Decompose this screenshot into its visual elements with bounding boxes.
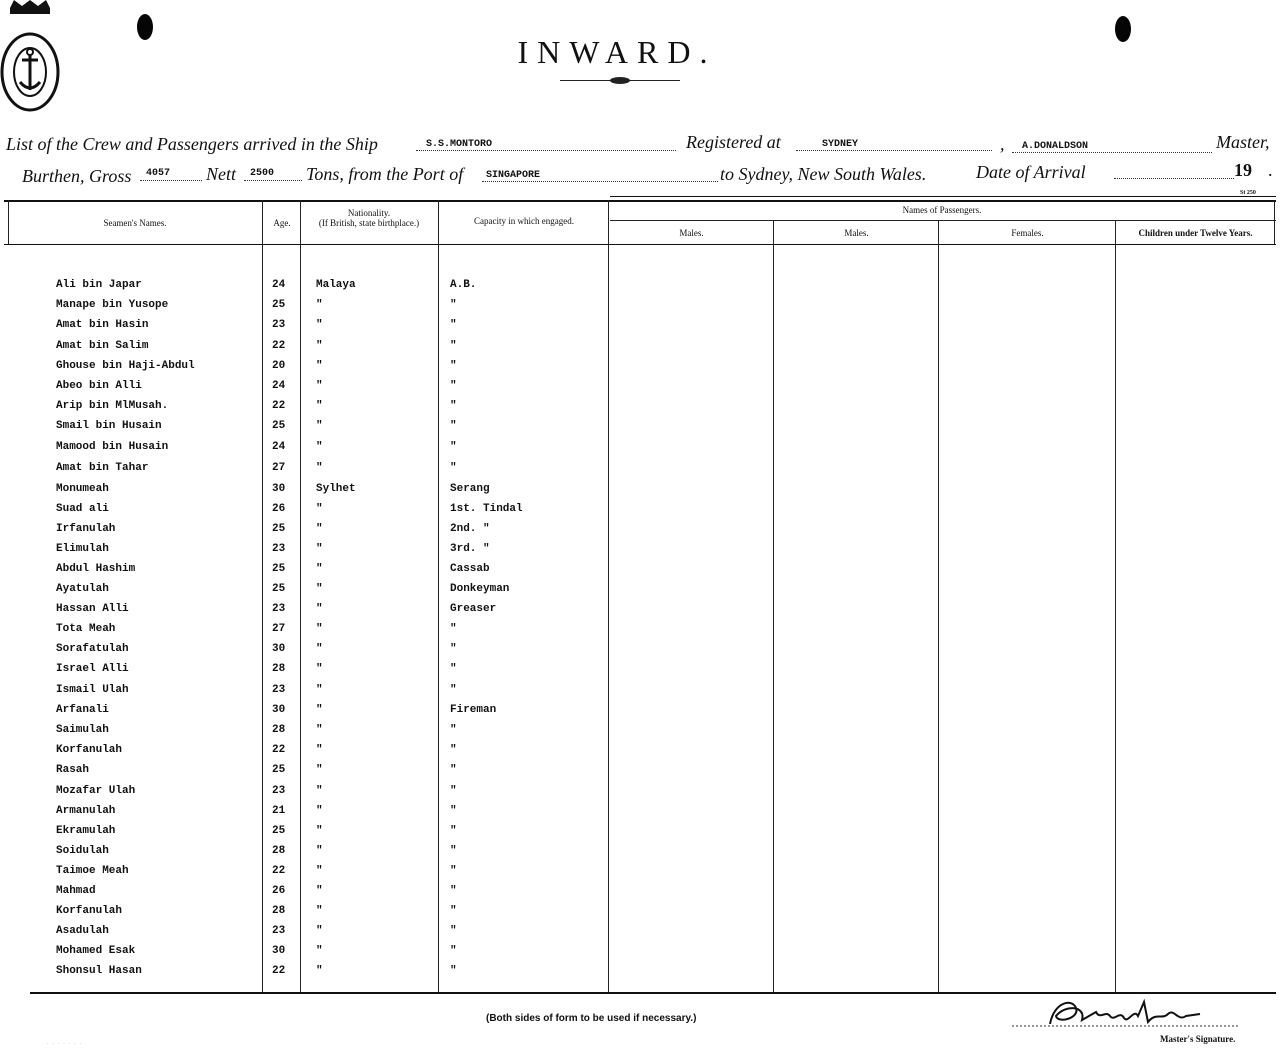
- col-border-capacity: [438, 200, 439, 992]
- from-port-dots: [482, 181, 718, 182]
- seaman-nationality: ": [316, 825, 323, 837]
- seaman-name: Irfanulah: [56, 523, 116, 535]
- seaman-capacity: ": [450, 865, 457, 877]
- seaman-age: 23: [272, 319, 286, 331]
- col-header-capacity: Capacity in which engaged.: [474, 216, 574, 226]
- seaman-name: Sorafatulah: [56, 643, 129, 655]
- seaman-name: Manape bin Yusope: [56, 299, 169, 311]
- seaman-nationality: ": [316, 603, 323, 615]
- seaman-age: 23: [272, 543, 286, 555]
- seaman-capacity: ": [450, 663, 457, 675]
- footer-note: (Both sides of form to be used if necessary.): [486, 1013, 697, 1024]
- seaman-nationality: ": [316, 704, 323, 716]
- seaman-nationality: ": [316, 623, 323, 635]
- seaman-age: 25: [272, 825, 286, 837]
- header-bottom-rule: [4, 244, 1276, 245]
- seaman-nationality: ": [316, 441, 323, 453]
- col-header-names: Seamen's Names.: [103, 218, 167, 228]
- col-header-males-2: Males.: [844, 228, 869, 238]
- seaman-name: Mahmad: [56, 885, 96, 897]
- page-title: INWARD.: [517, 34, 717, 70]
- seaman-capacity: ": [450, 400, 457, 412]
- seaman-age: 24: [272, 441, 286, 453]
- master-dots: [1012, 152, 1212, 153]
- ship-name: S.S.MONTORO: [426, 139, 493, 150]
- seaman-capacity: ": [450, 462, 457, 474]
- seaman-age: 25: [272, 523, 286, 535]
- seaman-name: Mozafar Ulah: [56, 785, 136, 797]
- seaman-nationality: ": [316, 885, 323, 897]
- seaman-age: 23: [272, 603, 286, 615]
- seaman-name: Korfanulah: [56, 744, 123, 756]
- seaman-nationality: Sylhet: [316, 483, 356, 495]
- seaman-capacity: Fireman: [450, 704, 497, 716]
- seaman-age: 30: [272, 704, 286, 716]
- gross-dots: [140, 180, 202, 181]
- seaman-capacity: ": [450, 724, 457, 736]
- seaman-name: Ismail Ulah: [56, 684, 129, 696]
- col-border-males2: [773, 220, 774, 992]
- seaman-name: Amat bin Hasin: [56, 319, 149, 331]
- title-ornament: [610, 77, 630, 84]
- arrival-label: Date of Arrival: [976, 162, 1086, 182]
- col-header-males-1: Males.: [679, 228, 704, 238]
- seaman-age: 30: [272, 643, 286, 655]
- seaman-name: Korfanulah: [56, 905, 123, 917]
- seaman-nationality: ": [316, 845, 323, 857]
- seaman-capacity: 1st. Tindal: [450, 503, 523, 515]
- burthen-label: Burthen, Gross: [22, 166, 132, 186]
- seaman-capacity: ": [450, 805, 457, 817]
- nett-tons: 2500: [250, 168, 275, 179]
- seaman-nationality: ": [316, 643, 323, 655]
- seaman-capacity: ": [450, 319, 457, 331]
- seaman-age: 24: [272, 380, 286, 392]
- col-header-age: Age.: [273, 218, 291, 228]
- seaman-name: Amat bin Salim: [56, 340, 149, 352]
- seaman-capacity: ": [450, 925, 457, 937]
- seaman-capacity: ": [450, 945, 457, 957]
- seaman-nationality: ": [316, 785, 323, 797]
- header-line1-label: List of the Crew and Passengers arrived in the Ship: [6, 134, 378, 154]
- seaman-capacity: ": [450, 885, 457, 897]
- col-header-females: Females.: [1011, 228, 1044, 238]
- seaman-name: Elimulah: [56, 543, 109, 555]
- seaman-nationality: ": [316, 583, 323, 595]
- seaman-age: 30: [272, 945, 286, 957]
- seaman-age: 30: [272, 483, 286, 495]
- from-port: SINGAPORE: [486, 170, 541, 181]
- col-header-children: Children under Twelve Years.: [1138, 228, 1253, 238]
- seaman-name: Saimulah: [56, 724, 109, 736]
- seaman-age: 23: [272, 925, 286, 937]
- passenger-top-rule: [610, 196, 1276, 197]
- faint-bleedthrough: · · · · · · ·: [46, 1038, 82, 1048]
- registered-dots: [796, 150, 992, 151]
- seaman-capacity: ": [450, 441, 457, 453]
- col-border-age: [262, 200, 263, 992]
- seaman-name: Mamood bin Husain: [56, 441, 169, 453]
- seaman-capacity: Serang: [450, 483, 490, 495]
- seaman-capacity: 3rd. ": [450, 543, 490, 555]
- table-top-rule: [4, 200, 1276, 202]
- seaman-capacity: ": [450, 905, 457, 917]
- seaman-capacity: ": [450, 623, 457, 635]
- seaman-nationality: ": [316, 764, 323, 776]
- seaman-nationality: ": [316, 925, 323, 937]
- seaman-nationality: ": [316, 563, 323, 575]
- seaman-nationality: ": [316, 965, 323, 977]
- seaman-age: 24: [272, 279, 286, 291]
- seaman-name: Mohamed Esak: [56, 945, 136, 957]
- seaman-name: Asadulah: [56, 925, 109, 937]
- seaman-nationality: ": [316, 905, 323, 917]
- seaman-name: Israel Alli: [56, 663, 129, 675]
- col-border-left: [8, 200, 9, 244]
- seaman-nationality: ": [316, 543, 323, 555]
- master-name: A.DONALDSON: [1022, 141, 1089, 152]
- seaman-name: Abdul Hashim: [56, 563, 136, 575]
- arrival-year: 19: [1234, 160, 1252, 180]
- seaman-age: 26: [272, 885, 286, 897]
- seaman-name: Shonsul Hasan: [56, 965, 142, 977]
- col-header-nationality-note: (If British, state birthplace.): [318, 218, 420, 228]
- col-border-females: [938, 220, 939, 992]
- seaman-name: Ghouse bin Haji-Abdul: [56, 360, 195, 372]
- seaman-capacity: Greaser: [450, 603, 497, 615]
- seaman-name: Hassan Alli: [56, 603, 129, 615]
- seaman-capacity: ": [450, 965, 457, 977]
- seaman-age: 22: [272, 400, 286, 412]
- seaman-age: 28: [272, 845, 286, 857]
- seaman-nationality: ": [316, 462, 323, 474]
- col-border-right: [1274, 200, 1275, 244]
- seaman-age: 27: [272, 462, 286, 474]
- seaman-age: 25: [272, 583, 286, 595]
- signature-label: Master's Signature.: [1160, 1034, 1236, 1044]
- seaman-nationality: ": [316, 360, 323, 372]
- punch-hole-right: [1115, 16, 1131, 42]
- seaman-nationality: ": [316, 945, 323, 957]
- master-signature: [1010, 994, 1250, 1034]
- nett-label: Nett: [206, 164, 236, 184]
- seaman-capacity: Cassab: [450, 563, 490, 575]
- col-border-children: [1115, 220, 1116, 992]
- seaman-name: Rasah: [56, 764, 90, 776]
- to-sydney-label: to Sydney, New South Wales.: [720, 164, 927, 184]
- seaman-age: 28: [272, 663, 286, 675]
- seaman-nationality: Malaya: [316, 279, 356, 291]
- registered-port: SYDNEY: [822, 139, 859, 150]
- seaman-nationality: ": [316, 380, 323, 392]
- seaman-name: Soidulah: [56, 845, 109, 857]
- seaman-nationality: ": [316, 523, 323, 535]
- seaman-name: Abeo bin Alli: [56, 380, 142, 392]
- form-number: St 250: [1240, 190, 1256, 196]
- seaman-capacity: ": [450, 380, 457, 392]
- registered-label: Registered at: [686, 132, 781, 152]
- seaman-name: Arfanali: [56, 704, 109, 716]
- tons-from-label: Tons, from the Port of: [306, 164, 464, 184]
- seaman-capacity: ": [450, 340, 457, 352]
- seaman-capacity: ": [450, 360, 457, 372]
- seaman-age: 22: [272, 865, 286, 877]
- seaman-age: 22: [272, 965, 286, 977]
- seaman-capacity: 2nd. ": [450, 523, 490, 535]
- seaman-name: Ekramulah: [56, 825, 116, 837]
- seaman-capacity: ": [450, 299, 457, 311]
- seaman-capacity: ": [450, 744, 457, 756]
- seaman-nationality: ": [316, 865, 323, 877]
- seaman-nationality: ": [316, 684, 323, 696]
- seaman-age: 25: [272, 563, 286, 575]
- seaman-capacity: ": [450, 785, 457, 797]
- seaman-name: Arip bin MlMusah.: [56, 400, 169, 412]
- seaman-capacity: ": [450, 825, 457, 837]
- punch-hole-left: [137, 14, 153, 40]
- seaman-age: 26: [272, 503, 286, 515]
- seaman-capacity: ": [450, 684, 457, 696]
- seaman-age: 25: [272, 764, 286, 776]
- seaman-capacity: Donkeyman: [450, 583, 510, 595]
- col-border-passengers: [608, 200, 609, 992]
- seaman-nationality: ": [316, 744, 323, 756]
- seaman-age: 25: [272, 299, 286, 311]
- seaman-age: 28: [272, 724, 286, 736]
- seaman-age: 23: [272, 684, 286, 696]
- seaman-capacity: A.B.: [450, 279, 477, 291]
- seaman-capacity: ": [450, 420, 457, 432]
- seaman-nationality: ": [316, 340, 323, 352]
- seaman-age: 25: [272, 420, 286, 432]
- seaman-name: Armanulah: [56, 805, 116, 817]
- seaman-age: 28: [272, 905, 286, 917]
- seaman-capacity: ": [450, 845, 457, 857]
- master-label: Master,: [1216, 132, 1270, 152]
- col-border-nationality: [300, 200, 301, 992]
- ship-name-dots: [416, 150, 676, 151]
- seaman-age: 27: [272, 623, 286, 635]
- seaman-age: 21: [272, 805, 286, 817]
- seaman-name: Taimoe Meah: [56, 865, 129, 877]
- comma-separator: ,: [1000, 134, 1005, 154]
- seaman-nationality: ": [316, 420, 323, 432]
- col-header-nationality: Nationality.: [347, 208, 391, 218]
- seaman-capacity: ": [450, 764, 457, 776]
- seaman-age: 22: [272, 340, 286, 352]
- seaman-nationality: ": [316, 503, 323, 515]
- seaman-nationality: ": [316, 663, 323, 675]
- seaman-age: 20: [272, 360, 286, 372]
- seaman-name: Amat bin Tahar: [56, 462, 149, 474]
- passenger-group-rule: [610, 220, 1276, 221]
- arrival-period: .: [1268, 160, 1273, 180]
- seaman-name: Tota Meah: [56, 623, 116, 635]
- seaman-nationality: ": [316, 805, 323, 817]
- seaman-nationality: ": [316, 724, 323, 736]
- seaman-name: Monumeah: [56, 483, 109, 495]
- nett-dots: [244, 180, 302, 181]
- seaman-name: Ayatulah: [56, 583, 109, 595]
- col-header-passengers: Names of Passengers.: [902, 205, 982, 215]
- seaman-nationality: ": [316, 400, 323, 412]
- gross-tons: 4057: [146, 168, 171, 179]
- seaman-nationality: ": [316, 319, 323, 331]
- seaman-capacity: ": [450, 643, 457, 655]
- seaman-name: Suad ali: [56, 503, 109, 515]
- shipping-department-seal: [0, 0, 60, 112]
- seaman-nationality: ": [316, 299, 323, 311]
- seaman-name: Smail bin Husain: [56, 420, 162, 432]
- seaman-age: 22: [272, 744, 286, 756]
- seaman-age: 23: [272, 785, 286, 797]
- arrival-dots: [1114, 178, 1234, 179]
- seaman-name: Ali bin Japar: [56, 279, 142, 291]
